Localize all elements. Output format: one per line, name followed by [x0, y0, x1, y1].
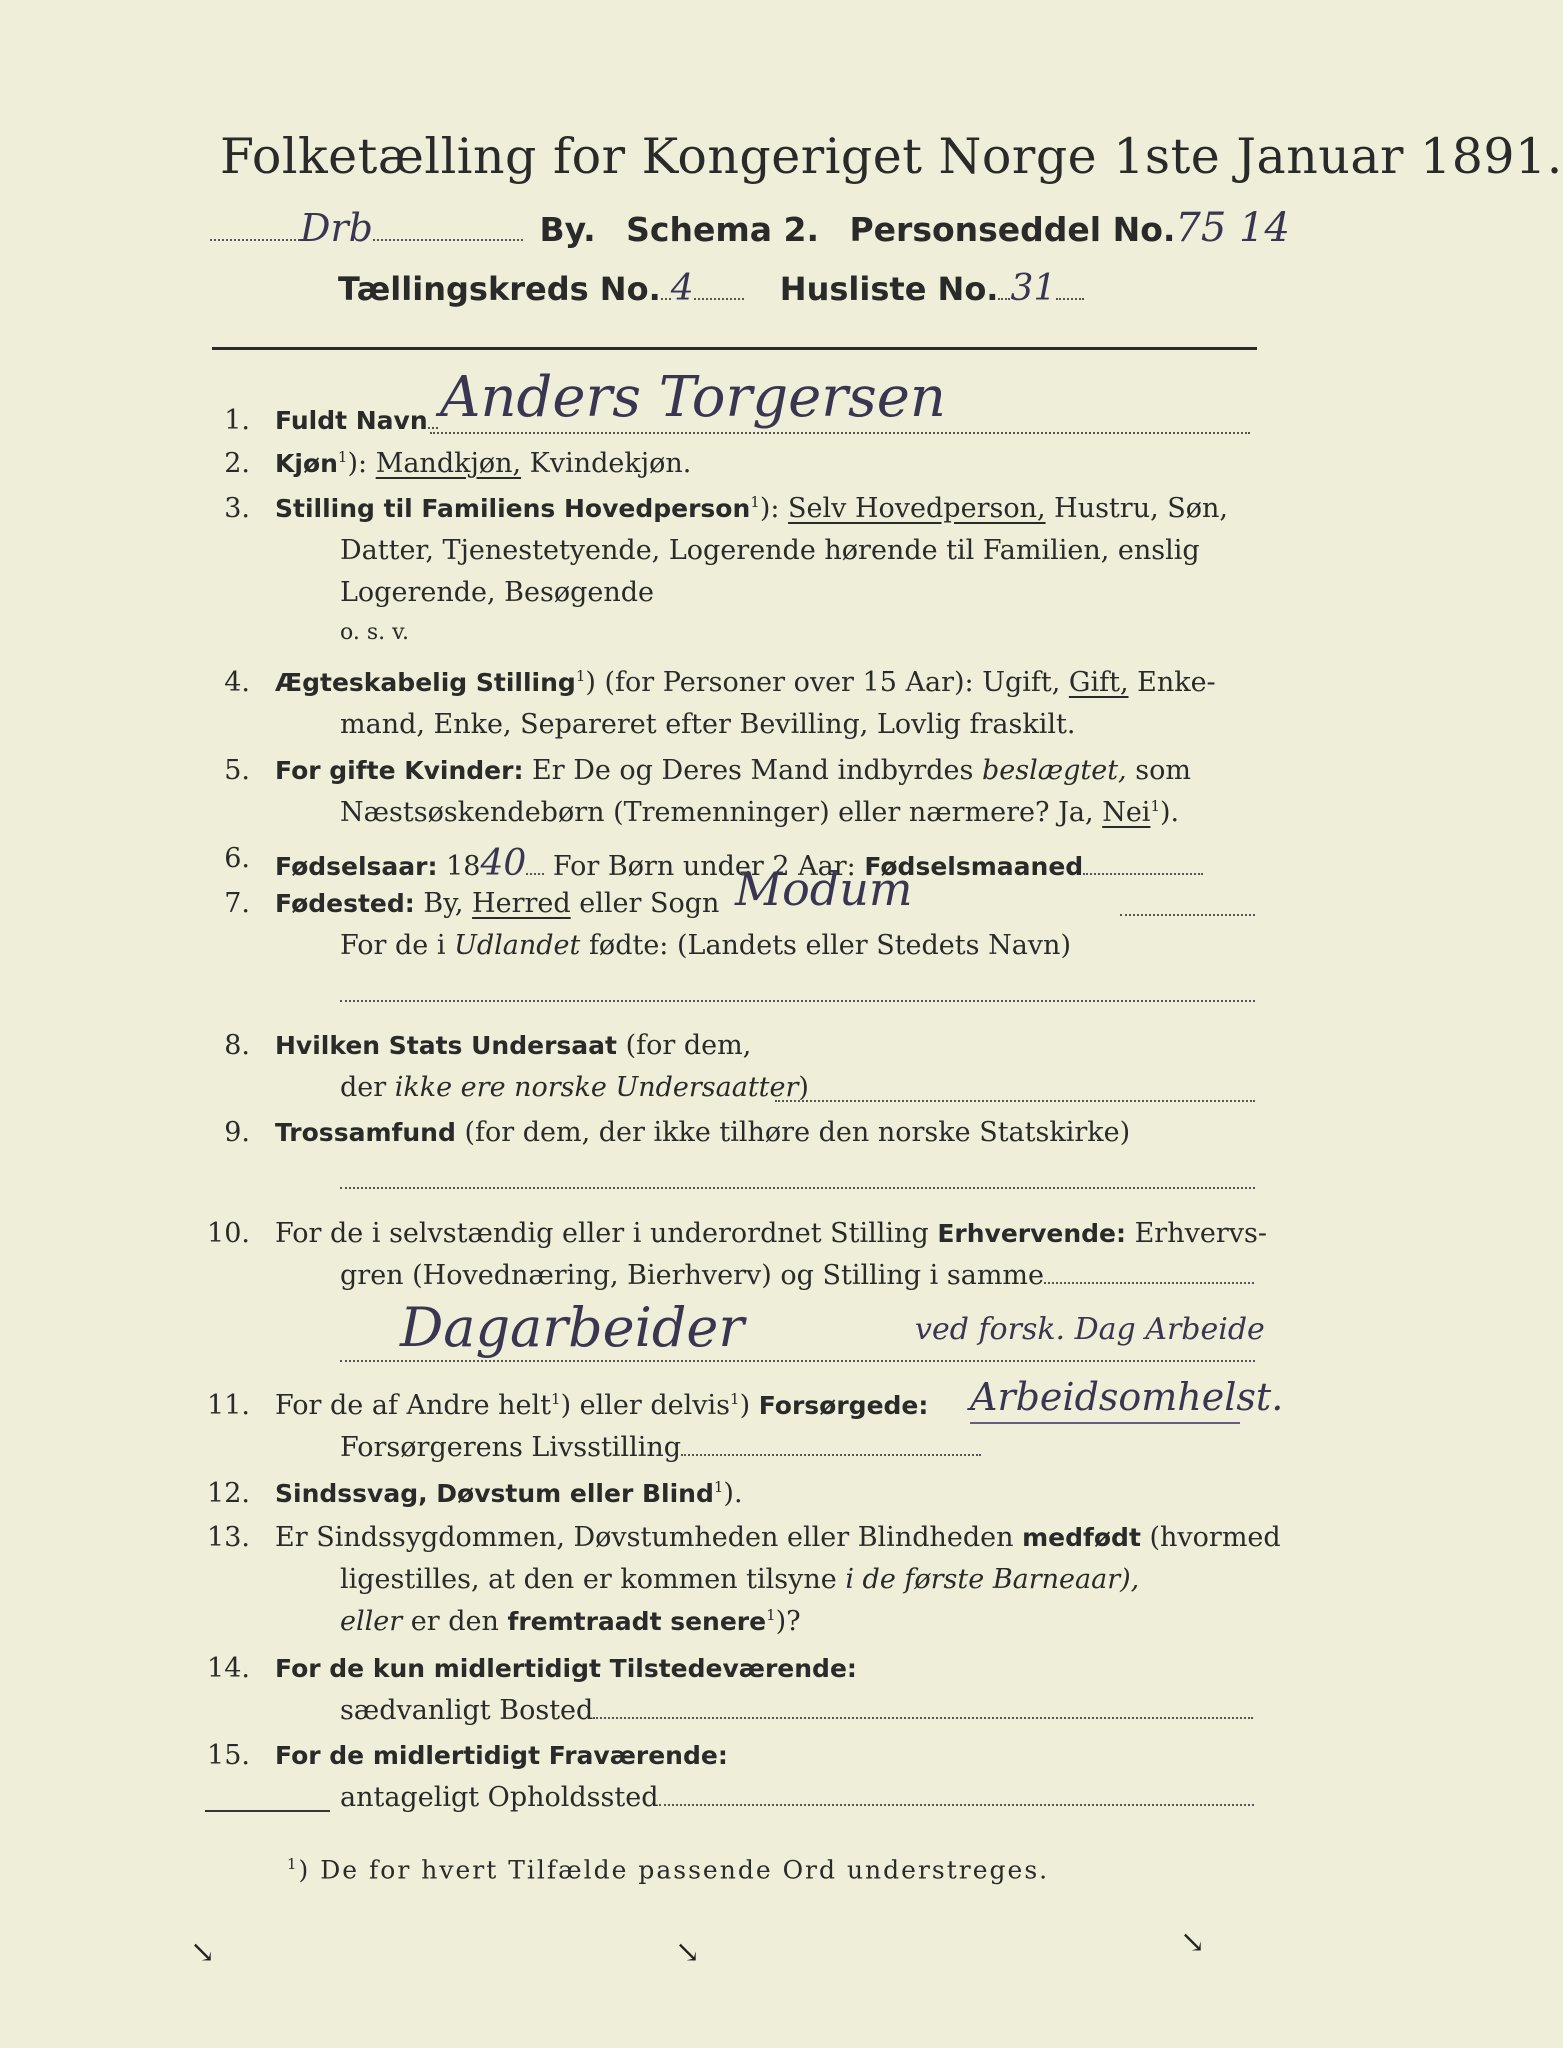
- item-number: 8.: [224, 1030, 250, 1061]
- item-marital: [275, 667, 1216, 698]
- abroad-line: [340, 1000, 1255, 1002]
- husliste-label: Husliste No.: [779, 270, 999, 308]
- item-number: 10.: [207, 1218, 250, 1249]
- occ-rest-b: Erhvervs-: [1126, 1218, 1267, 1249]
- footnote-ref: 1: [766, 1606, 776, 1624]
- mw-italic: beslægtet,: [981, 755, 1127, 786]
- sex-other: Kvindekjøn.: [521, 448, 692, 479]
- sup-line2: Forsørgerens Livsstilling: [340, 1432, 682, 1463]
- footnote-ref: 1: [1150, 797, 1160, 815]
- marital-label: Ægteskabelig Stilling: [275, 668, 576, 697]
- cit-rest: (for dem,: [616, 1030, 752, 1061]
- temporary-present-line2: [340, 1695, 1253, 1726]
- bp-line2a: For de i: [340, 930, 455, 961]
- sex-selected: Mandkjøn,: [375, 448, 522, 479]
- footnote-mark: 1: [287, 1855, 299, 1873]
- birthplace-value: Modum: [735, 862, 913, 916]
- sex-sep: ):: [347, 448, 376, 479]
- birth-year-prefix: 18: [437, 851, 481, 882]
- cit-line2-italic: ikke ere norske Undersaatter: [394, 1072, 799, 1103]
- family-position-line3: Logerende, Besøgende: [340, 577, 654, 608]
- item-temporary-absent: [275, 1740, 728, 1771]
- temporary-present-label: For de kun midlertidigt Tilstedeværende:: [275, 1654, 857, 1683]
- birth-year-rest: For Børn under 2 Aar:: [544, 851, 865, 882]
- dis-rest: ).: [723, 1478, 743, 1509]
- item-number: 15.: [207, 1740, 250, 1771]
- header-rule: [212, 347, 1257, 350]
- registration-mark-icon: ↘: [190, 1935, 216, 1970]
- item-number: 9.: [224, 1117, 250, 1148]
- item-supported: [275, 1390, 928, 1421]
- mw-line2b: ).: [1159, 797, 1180, 828]
- sex-label: Kjøn: [275, 449, 338, 478]
- kreds-label: Tællingskreds No.: [338, 270, 661, 308]
- congenital-line2: [340, 1564, 1139, 1595]
- birth-month-label: Fødselsmaaned: [864, 852, 1084, 881]
- registration-mark-icon: ↘: [1180, 1925, 1206, 1960]
- footnote: [287, 1855, 1049, 1884]
- item-number: 2.: [224, 448, 250, 479]
- supported-line2: [340, 1432, 981, 1463]
- supported-value: Arbeidsomhelst.: [970, 1375, 1284, 1419]
- supported-underline: [970, 1422, 1240, 1424]
- ta-line2: antageligt Opholdssted: [340, 1782, 659, 1813]
- item-number: 11.: [207, 1390, 250, 1421]
- husliste-value: 31: [1010, 268, 1057, 309]
- item-congenital: [275, 1522, 1281, 1553]
- congenital-label: medfødt: [1022, 1523, 1141, 1552]
- item-number: 6.: [224, 843, 250, 874]
- footnote-text: ) De for hvert Tilfælde passende Ord understreges.: [298, 1855, 1050, 1885]
- footnote-ref: 1: [713, 1478, 724, 1496]
- footnote-ref: 1: [750, 493, 760, 511]
- kreds-value: 4: [670, 268, 694, 309]
- marital-line2: mand, Enke, Separeret efter Bevilling, Lovlig fraskilt.: [340, 709, 1076, 740]
- bp-line2b: fødte: (Landets eller Stedets Navn): [580, 930, 1071, 961]
- citizenship-line: [775, 1100, 1255, 1102]
- family-position-selected: Selv Hovedperson,: [788, 493, 1046, 524]
- item-number: 5.: [224, 755, 250, 786]
- footnote-rule: [205, 1810, 330, 1812]
- supported-label: Forsørgede:: [758, 1391, 929, 1420]
- mw-line2a: Næstsøskendebørn (Tremenninger) eller nærmere? Ja,: [340, 797, 1103, 828]
- cong-rest-a: Er Sindssygdommen, Døvstumheden eller Blindheden: [275, 1522, 1023, 1553]
- schema-label: Schema 2.: [626, 210, 819, 249]
- sup-rest-a: For de af Andre helt: [275, 1390, 552, 1421]
- item-sex: [275, 448, 691, 479]
- birth-year-label: Fødselsaar:: [275, 852, 438, 881]
- item-temporary-present: [275, 1653, 857, 1684]
- mw-rest-b: som: [1126, 755, 1191, 786]
- birthplace-line: [1120, 914, 1255, 916]
- form-title: Folketælling for Kongeriget Norge 1ste Januar 1891.: [220, 128, 1563, 185]
- cong-line3-bold: fremtraadt senere: [507, 1607, 767, 1636]
- cong-rest-b: (hvormed: [1140, 1522, 1281, 1553]
- full-name-line: [430, 432, 1250, 434]
- married-women-line2: [340, 797, 1179, 828]
- birth-year-value: 40: [480, 843, 527, 884]
- family-position-line2: Datter, Tjenestetyende, Logerende hørende til Familien, enslig: [340, 535, 1200, 566]
- occupation-value: Dagarbeider: [400, 1296, 745, 1359]
- item-number: 12.: [207, 1478, 250, 1509]
- item-number: 4.: [224, 667, 250, 698]
- bp-rest-a: By,: [414, 888, 473, 919]
- item-number: 7.: [224, 888, 250, 919]
- religion-label: Trossamfund: [275, 1118, 456, 1147]
- congenital-line3: [340, 1606, 801, 1637]
- marital-rest-a: ) (for Personer over 15 Aar): Ugift,: [585, 667, 1069, 698]
- cit-line2b: ): [798, 1072, 809, 1103]
- family-position-label: Stilling til Familiens Hovedperson: [275, 494, 751, 523]
- bp-line2-italic: Udlandet: [454, 930, 581, 961]
- item-birthplace: [275, 888, 719, 919]
- footnote-ref: 1: [575, 667, 586, 685]
- header-line-kreds: [338, 268, 1084, 309]
- by-label: By.: [539, 210, 596, 249]
- item-religion: [275, 1117, 1130, 1148]
- cong-line2-italic: i de første Barneaar),: [845, 1564, 1140, 1595]
- full-name-label: Fuldt Navn: [275, 406, 428, 435]
- item-number: 13.: [207, 1522, 250, 1553]
- cit-line2a: der: [340, 1072, 395, 1103]
- header-line-by: [210, 205, 1290, 251]
- birthplace-label: Fødested:: [275, 889, 415, 918]
- fp-rest: Hustru, Søn,: [1045, 493, 1228, 524]
- citizenship-label: Hvilken Stats Undersaat: [275, 1031, 617, 1060]
- sup-rest-c: ): [739, 1390, 759, 1421]
- occupation-line2: [340, 1260, 1254, 1291]
- cong-line2a: ligestilles, at den er kommen tilsyne: [340, 1564, 846, 1595]
- tp-line2: sædvanligt Bosted: [340, 1695, 594, 1726]
- occ-line2: gren (Hovednæring, Bierhverv) og Stilling i samme: [340, 1260, 1045, 1291]
- item-married-women: [275, 755, 1191, 786]
- item-disability: [275, 1478, 743, 1509]
- disability-label: Sindssvag, Døvstum eller Blind: [275, 1479, 714, 1508]
- birthplace-selected: Herred: [472, 888, 571, 919]
- birthplace-line2: [340, 930, 1071, 961]
- item-number: 14.: [207, 1653, 250, 1684]
- occ-rest-a: For de i selvstændig eller i underordnet Stilling: [275, 1218, 938, 1249]
- footnote-ref: 1: [551, 1390, 561, 1408]
- occupation-line: [340, 1360, 1255, 1362]
- cong-line3-italic: eller: [340, 1606, 403, 1637]
- by-handwritten: Drb: [300, 206, 373, 250]
- cong-line3a: er den: [402, 1606, 508, 1637]
- occupation-label: Erhvervende:: [937, 1219, 1127, 1248]
- cong-line3b: )?: [775, 1606, 801, 1637]
- sup-rest-b: ) eller delvis: [560, 1390, 731, 1421]
- mw-rest-a: Er De og Deres Mand indbyrdes: [523, 755, 982, 786]
- item-number: 1.: [224, 405, 250, 436]
- footnote-ref: 1: [730, 1390, 740, 1408]
- family-position-line4: o. s. v.: [340, 620, 409, 645]
- marital-rest-b: Enke-: [1128, 667, 1216, 698]
- bp-rest-b: eller Sogn: [570, 888, 720, 919]
- item-full-name: [275, 405, 438, 436]
- citizenship-line2: [340, 1072, 809, 1103]
- fp-sep: ):: [759, 493, 789, 524]
- footnote-ref: 1: [337, 448, 348, 466]
- item-number: 3.: [224, 493, 250, 524]
- religion-line: [340, 1187, 1255, 1189]
- personseddel-value: 75 14: [1175, 205, 1290, 251]
- religion-rest: (for dem, der ikke tilhøre den norske Statskirke): [455, 1117, 1131, 1148]
- registration-mark-icon: ↘: [675, 1935, 701, 1970]
- related-selected: Nei: [1102, 797, 1151, 828]
- temporary-absent-label: For de midlertidigt Fraværende:: [275, 1741, 728, 1770]
- item-occupation: [275, 1218, 1267, 1249]
- personseddel-label: Personseddel No.: [849, 210, 1176, 249]
- marital-selected: Gift,: [1068, 667, 1129, 698]
- married-women-label: For gifte Kvinder:: [275, 756, 524, 785]
- temporary-absent-line2: [340, 1782, 1254, 1813]
- full-name-value: Anders Torgersen: [440, 365, 946, 430]
- item-family-position: [275, 493, 1228, 524]
- occupation-value-2: ved forsk. Dag Arbeide: [915, 1312, 1265, 1347]
- item-citizenship: [275, 1030, 751, 1061]
